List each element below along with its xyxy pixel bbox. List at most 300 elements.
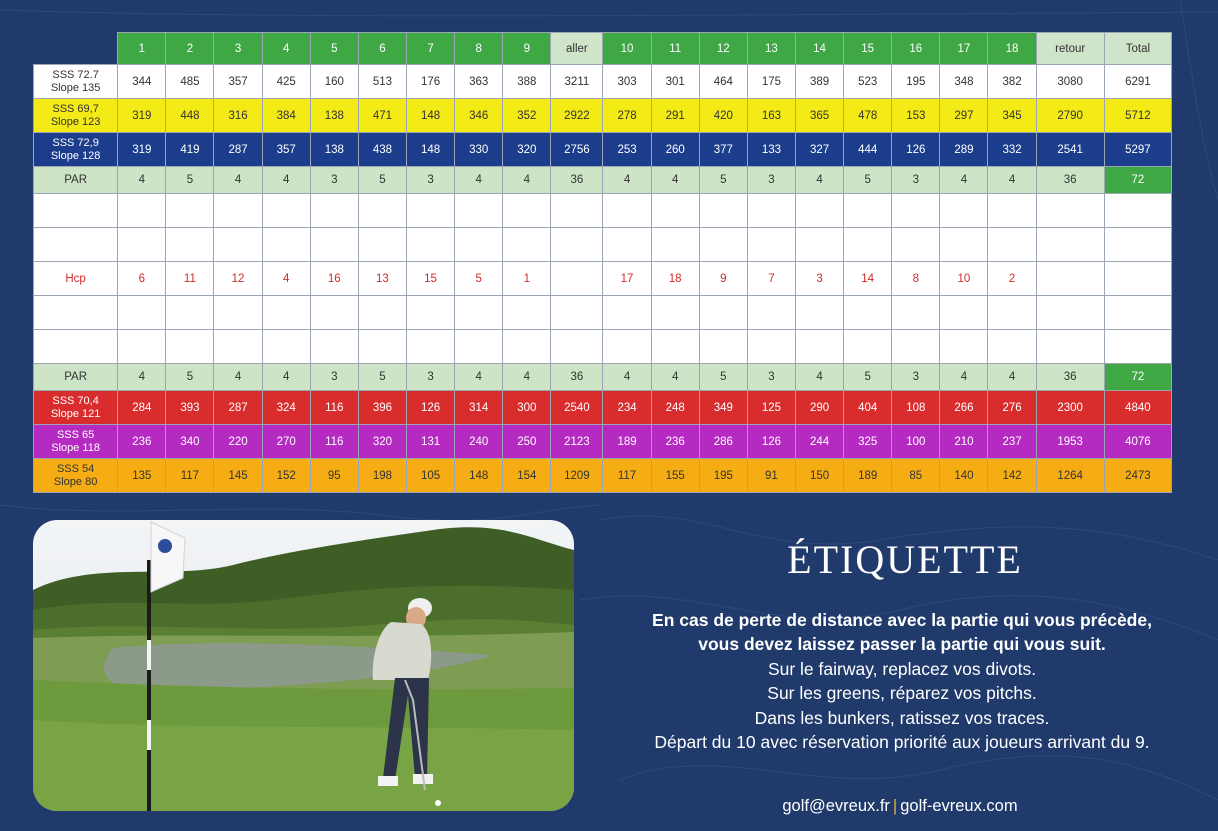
sss-value: SSS 69,7 [52,102,99,115]
score-cell[interactable] [1036,330,1104,364]
score-cell[interactable] [844,330,892,364]
value-cell: 3 [310,364,358,391]
slope-value: Slope 123 [50,115,101,128]
email-link[interactable]: golf@evreux.fr [782,797,890,815]
hole-header: 17 [940,33,988,65]
slope-value: Slope 118 [51,441,100,454]
score-cell[interactable] [503,330,551,364]
score-cell[interactable] [503,194,551,228]
score-cell[interactable] [699,194,747,228]
score-cell[interactable] [892,330,940,364]
value-cell: 36 [1036,364,1104,391]
handicap-row [34,262,1172,296]
tee-row-white [34,65,1172,99]
value-cell: 4 [988,167,1036,194]
score-cell[interactable] [34,194,118,228]
score-cell[interactable] [1104,296,1171,330]
score-cell[interactable] [940,296,988,330]
value-cell: 5 [455,262,503,296]
value-cell: 4 [455,364,503,391]
etiquette-line: En cas de perte de distance avec la partie qui vous précède, [652,610,1152,630]
score-cell[interactable] [262,194,310,228]
distance-cell: 126 [747,425,795,459]
score-cell[interactable] [651,228,699,262]
distance-cell: 382 [988,65,1036,99]
distance-cell: 163 [747,99,795,133]
distance-cell: 389 [795,65,843,99]
score-cell[interactable] [940,228,988,262]
distance-cell: 320 [503,133,551,167]
tee-label [34,425,118,459]
score-cell[interactable] [118,228,166,262]
distance-cell: 4840 [1104,391,1171,425]
score-cell[interactable] [603,330,651,364]
distance-cell: 236 [651,425,699,459]
distance-cell: 396 [358,391,406,425]
score-cell[interactable] [699,296,747,330]
distance-cell: 266 [940,391,988,425]
score-cell[interactable] [455,228,503,262]
distance-cell: 448 [166,99,214,133]
distance-cell: 91 [747,459,795,493]
score-cell[interactable] [1104,194,1171,228]
score-cell[interactable] [310,194,358,228]
par-row [34,167,1172,194]
distance-cell: 270 [262,425,310,459]
value-cell: 4 [795,364,843,391]
value-cell: 3 [406,167,454,194]
distance-cell: 2922 [551,99,603,133]
score-cell[interactable] [503,228,551,262]
score-cell[interactable] [747,330,795,364]
distance-cell: 393 [166,391,214,425]
value-cell: 36 [551,364,603,391]
hole-header: 11 [651,33,699,65]
distance-cell: 135 [118,459,166,493]
distance-cell: 357 [262,133,310,167]
distance-cell: 176 [406,65,454,99]
score-cell[interactable] [1036,194,1104,228]
distance-cell: 234 [603,391,651,425]
score-cell[interactable] [795,330,843,364]
score-entry-row [34,194,1172,228]
distance-cell: 513 [358,65,406,99]
value-cell: 4 [262,262,310,296]
distance-cell: 377 [699,133,747,167]
tee-label [34,65,118,99]
score-cell[interactable] [455,194,503,228]
score-cell[interactable] [214,330,262,364]
row-label: PAR [34,364,118,391]
distance-cell: 303 [603,65,651,99]
value-cell: 5 [699,167,747,194]
score-cell[interactable] [262,228,310,262]
value-cell: 4 [118,364,166,391]
score-cell[interactable] [406,296,454,330]
score-cell[interactable] [603,194,651,228]
hole-header: 4 [262,33,310,65]
distance-cell: 195 [892,65,940,99]
distance-cell: 357 [214,65,262,99]
score-cell[interactable] [988,296,1036,330]
score-cell[interactable] [214,194,262,228]
hole-header: 5 [310,33,358,65]
score-cell[interactable] [699,330,747,364]
distance-cell: 210 [940,425,988,459]
score-cell[interactable] [844,228,892,262]
distance-cell: 352 [503,99,551,133]
score-cell[interactable] [118,194,166,228]
distance-cell: 523 [844,65,892,99]
score-cell[interactable] [551,296,603,330]
value-cell: 13 [358,262,406,296]
score-cell[interactable] [551,330,603,364]
par-row [34,364,1172,391]
tee-row-orange [34,459,1172,493]
distance-cell: 276 [988,391,1036,425]
tee-row-blue [34,133,1172,167]
value-cell: 4 [262,167,310,194]
distance-cell: 250 [503,425,551,459]
score-cell[interactable] [795,194,843,228]
distance-cell: 116 [310,391,358,425]
score-cell[interactable] [651,330,699,364]
score-cell[interactable] [358,330,406,364]
distance-cell: 327 [795,133,843,167]
distance-cell: 278 [603,99,651,133]
distance-cell: 344 [118,65,166,99]
value-cell: 15 [406,262,454,296]
distance-cell: 444 [844,133,892,167]
score-cell[interactable] [166,194,214,228]
distance-cell: 384 [262,99,310,133]
distance-cell: 345 [988,99,1036,133]
value-cell: 4 [651,364,699,391]
score-cell[interactable] [34,296,118,330]
value-cell: 3 [892,364,940,391]
score-entry-row [34,228,1172,262]
etiquette-title: ÉTIQUETTE [787,537,1023,582]
etiquette-line: Sur le fairway, replacez vos divots. [767,658,1037,679]
value-cell: 36 [1036,167,1104,194]
score-cell[interactable] [795,296,843,330]
score-cell[interactable] [118,330,166,364]
distance-cell: 3211 [551,65,603,99]
value-cell: 4 [940,364,988,391]
value-cell: 4 [603,167,651,194]
distance-cell: 155 [651,459,699,493]
distance-cell: 195 [699,459,747,493]
value-cell: 11 [166,262,214,296]
distance-cell: 2473 [1104,459,1171,493]
contact-separator: | [892,797,898,815]
distance-cell: 420 [699,99,747,133]
distance-cell: 131 [406,425,454,459]
distance-cell: 325 [844,425,892,459]
score-cell[interactable] [551,194,603,228]
score-cell[interactable] [551,228,603,262]
etiquette-line: Sur les greens, réparez vos pitchs. [767,683,1037,704]
value-cell: 8 [892,262,940,296]
distance-cell: 220 [214,425,262,459]
distance-cell: 300 [503,391,551,425]
score-cell[interactable] [118,296,166,330]
tee-row-red [34,391,1172,425]
distance-cell: 291 [651,99,699,133]
distance-cell: 140 [940,459,988,493]
score-cell[interactable] [310,296,358,330]
score-cell[interactable] [455,330,503,364]
distance-cell: 330 [455,133,503,167]
hole-header: 7 [406,33,454,65]
value-cell: 4 [795,167,843,194]
slope-value: Slope 128 [50,149,101,162]
score-cell[interactable] [214,296,262,330]
score-cell[interactable] [651,296,699,330]
sss-value: SSS 72.7 [52,68,99,81]
distance-cell: 160 [310,65,358,99]
distance-cell: 2123 [551,425,603,459]
score-cell[interactable] [358,228,406,262]
distance-cell: 1953 [1036,425,1104,459]
distance-cell: 85 [892,459,940,493]
distance-cell: 240 [455,425,503,459]
value-cell: 6 [118,262,166,296]
row-label: PAR [34,167,118,194]
value-cell: 5 [844,364,892,391]
distance-cell: 148 [406,133,454,167]
value-cell: 4 [651,167,699,194]
value-cell: 9 [699,262,747,296]
distance-cell: 148 [455,459,503,493]
distance-cell: 2540 [551,391,603,425]
slope-value: Slope 121 [50,407,101,420]
value-cell: 4 [214,364,262,391]
score-cell[interactable] [747,228,795,262]
distance-cell: 133 [747,133,795,167]
row-label: Hcp [34,262,118,296]
value-cell: 5 [358,364,406,391]
score-cell[interactable] [892,194,940,228]
in-header: retour [1036,33,1104,65]
distance-cell: 189 [603,425,651,459]
score-cell[interactable] [166,296,214,330]
etiquette-text [612,608,1192,754]
distance-cell: 471 [358,99,406,133]
distance-cell: 287 [214,133,262,167]
hole-header: 2 [166,33,214,65]
value-cell: 4 [940,167,988,194]
slope-value: Slope 135 [50,81,101,94]
distance-cell: 340 [166,425,214,459]
score-cell[interactable] [940,330,988,364]
value-cell: 3 [747,364,795,391]
score-cell[interactable] [795,228,843,262]
scorecard-table [33,32,1172,493]
score-cell[interactable] [358,296,406,330]
score-cell[interactable] [406,194,454,228]
distance-cell: 6291 [1104,65,1171,99]
slope-value: Slope 80 [53,475,98,488]
value-cell: 7 [747,262,795,296]
header-row [34,33,1172,65]
value-cell: 4 [503,167,551,194]
score-cell[interactable] [455,296,503,330]
score-cell[interactable] [603,228,651,262]
score-cell[interactable] [503,296,551,330]
value-cell: 5 [844,167,892,194]
distance-cell: 5712 [1104,99,1171,133]
score-cell[interactable] [1104,228,1171,262]
score-cell[interactable] [940,194,988,228]
distance-cell: 126 [406,391,454,425]
tee-label [34,459,118,493]
distance-cell: 425 [262,65,310,99]
value-cell: 1 [503,262,551,296]
sss-value: SSS 65 [56,428,95,441]
score-cell[interactable] [988,330,1036,364]
value-cell: 3 [406,364,454,391]
distance-cell: 286 [699,425,747,459]
score-cell[interactable] [603,296,651,330]
score-cell[interactable] [406,228,454,262]
score-cell[interactable] [214,228,262,262]
contact-info [720,797,1080,816]
distance-cell: 284 [118,391,166,425]
distance-cell: 2790 [1036,99,1104,133]
distance-cell: 404 [844,391,892,425]
sss-value: SSS 70,4 [52,394,99,407]
score-cell[interactable] [34,228,118,262]
score-entry-row [34,296,1172,330]
hole-header: 13 [747,33,795,65]
score-cell[interactable] [310,330,358,364]
score-cell[interactable] [1036,296,1104,330]
score-cell[interactable] [651,194,699,228]
score-cell[interactable] [892,228,940,262]
distance-cell: 2756 [551,133,603,167]
distance-cell: 148 [406,99,454,133]
value-cell: 4 [603,364,651,391]
distance-cell: 5297 [1104,133,1171,167]
score-cell[interactable] [166,330,214,364]
total-header: Total [1104,33,1171,65]
hole-header: 18 [988,33,1036,65]
distance-cell: 316 [214,99,262,133]
distance-cell: 145 [214,459,262,493]
value-cell: 5 [699,364,747,391]
tee-label [34,391,118,425]
score-cell[interactable] [747,296,795,330]
distance-cell: 95 [310,459,358,493]
score-cell[interactable] [166,228,214,262]
distance-cell: 116 [310,425,358,459]
distance-cell: 138 [310,99,358,133]
distance-cell: 365 [795,99,843,133]
score-cell[interactable] [262,296,310,330]
etiquette-line: vous devez laissez passer la partie qui vous suit. [698,634,1106,655]
distance-cell: 175 [747,65,795,99]
distance-cell: 464 [699,65,747,99]
score-cell[interactable] [844,296,892,330]
distance-cell: 319 [118,99,166,133]
score-cell[interactable] [262,330,310,364]
distance-cell: 237 [988,425,1036,459]
value-cell [551,262,603,296]
distance-cell: 189 [844,459,892,493]
distance-cell: 319 [118,133,166,167]
distance-cell: 485 [166,65,214,99]
score-cell[interactable] [34,330,118,364]
score-cell[interactable] [892,296,940,330]
distance-cell: 349 [699,391,747,425]
distance-cell: 236 [118,425,166,459]
value-cell: 4 [455,167,503,194]
score-cell[interactable] [358,194,406,228]
value-cell [1104,262,1171,296]
etiquette-line: Départ du 10 avec réservation priorité aux joueurs arrivant du 9. [654,732,1150,753]
hole-header: 10 [603,33,651,65]
score-cell[interactable] [747,194,795,228]
header-corner [34,33,118,65]
score-cell[interactable] [310,228,358,262]
golfer-photo [33,520,574,811]
value-cell: 16 [310,262,358,296]
distance-cell: 3080 [1036,65,1104,99]
score-cell[interactable] [1104,330,1171,364]
distance-cell: 153 [892,99,940,133]
distance-cell: 125 [747,391,795,425]
value-cell: 72 [1104,167,1171,194]
distance-cell: 332 [988,133,1036,167]
score-cell[interactable] [988,194,1036,228]
value-cell: 4 [214,167,262,194]
distance-cell: 363 [455,65,503,99]
distance-cell: 108 [892,391,940,425]
distance-cell: 301 [651,65,699,99]
distance-cell: 346 [455,99,503,133]
hole-header: 1 [118,33,166,65]
distance-cell: 289 [940,133,988,167]
distance-cell: 138 [310,133,358,167]
value-cell: 36 [551,167,603,194]
hole-header: 8 [455,33,503,65]
sss-value: SSS 54 [56,462,95,475]
value-cell: 10 [940,262,988,296]
distance-cell: 478 [844,99,892,133]
distance-cell: 198 [358,459,406,493]
tee-label [34,99,118,133]
distance-cell: 154 [503,459,551,493]
score-entry-row [34,330,1172,364]
hole-header: 16 [892,33,940,65]
value-cell: 3 [747,167,795,194]
value-cell: 5 [358,167,406,194]
hole-header: 14 [795,33,843,65]
distance-cell: 320 [358,425,406,459]
value-cell: 14 [844,262,892,296]
value-cell: 18 [651,262,699,296]
score-cell[interactable] [1036,228,1104,262]
website-link[interactable]: golf-evreux.com [900,797,1018,815]
distance-cell: 287 [214,391,262,425]
score-cell[interactable] [844,194,892,228]
score-cell[interactable] [699,228,747,262]
score-cell[interactable] [988,228,1036,262]
hole-header: 12 [699,33,747,65]
score-cell[interactable] [406,330,454,364]
distance-cell: 388 [503,65,551,99]
